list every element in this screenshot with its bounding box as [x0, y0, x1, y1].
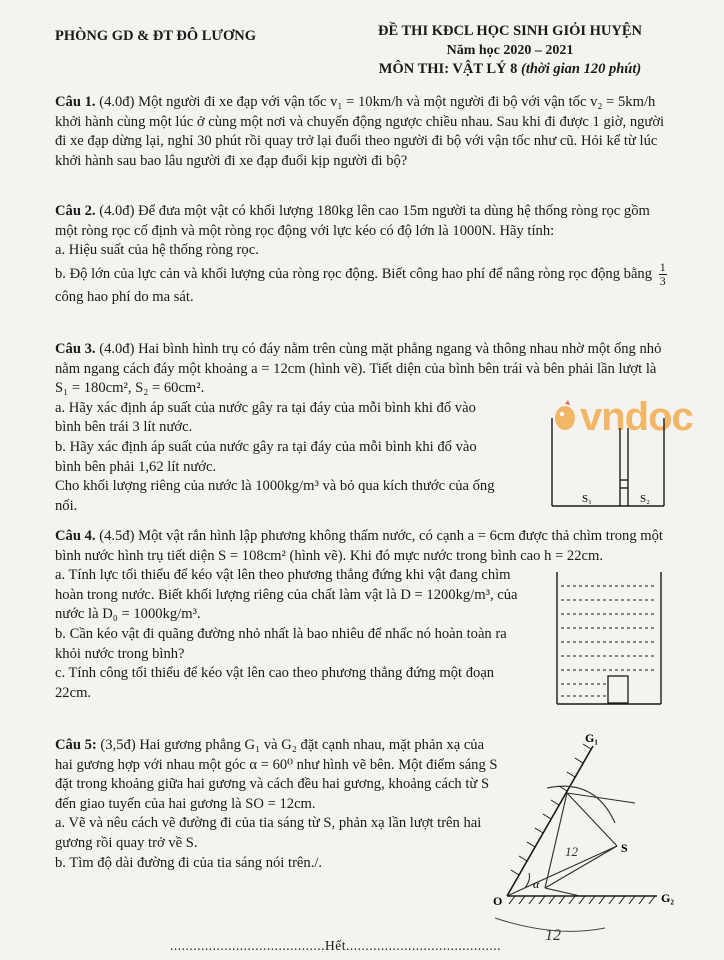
question-text: Hai bình hình trụ có đáy nằm trên cùng mặt phẳng ngang và thông nhau nhờ một ống nhỏ nằm ngang cách đáy một khoảng a = 12cm (hình vẽ). Tiết diện của bình bên trái và bên phải lần lượt là S₁ = 180cm², S₂ = 60cm². [55, 341, 662, 397]
given-note: Cho khối lượng riêng của nước là 1000kg/m³ và bỏ qua kích thước của ống nối. [55, 478, 495, 514]
label-alpha: α [533, 877, 540, 891]
question-label: Câu 3. [55, 341, 96, 357]
subject: MÔN THI: VẬT LÝ 8 [378, 61, 518, 77]
part-c: c. Tính công tối thiểu để kéo vật lên cao theo phương thẳng đứng một đoạn 22cm. [55, 665, 495, 701]
fraction-denominator: 3 [659, 273, 666, 288]
exam-header [330, 22, 690, 79]
communicating-vessels-figure [548, 418, 668, 510]
question-points: (4.0đ) [99, 341, 135, 357]
fraction [659, 261, 667, 288]
part-a: a. Hiệu suất của hệ thống ròng rọc. [55, 242, 259, 259]
part-b-text: b. Độ lớn của lực cản và khối lượng của ròng rọc động. Biết công hao phí để nâng ròng rọc động bằng [55, 265, 653, 282]
cube-shape [608, 676, 628, 703]
exam-title: ĐỀ THI KĐCL HỌC SINH GIỎI HUYỆN [377, 23, 642, 39]
part-b: b. Cần kéo vật đi quãng đường nhỏ nhất là bao nhiêu để nhấc nó hoàn toàn ra khỏi nước trong bình? [55, 625, 507, 662]
part-a: a. Tính lực tối thiểu để kéo vật lên theo phương thẳng đứng khi vật đang chìm hoàn trong nước. Biết khối lượng riêng của chất làm vật là D = 1200kg/m³, của nước là D₀ = 1000kg/m³. [55, 567, 518, 623]
question-label: Câu 1. [55, 94, 96, 110]
fraction-numerator: 1 [659, 259, 666, 274]
question-1 [55, 93, 670, 171]
subject-line [330, 60, 690, 79]
part-b-text-end: công hao phí do ma sát. [55, 288, 194, 305]
part-a: a. Vẽ và nêu cách vẽ đường đi của tia sáng từ S, phản xạ lần lượt trên hai gương rồi quay trở về S. [55, 815, 482, 851]
label-g1: G₁ [585, 731, 598, 745]
part-b: b. Tìm độ dài đường đi của tia sáng nói trên./. [55, 854, 323, 871]
label-s: S [621, 841, 628, 855]
question-points: (3,5đ) [100, 737, 136, 753]
question-text: Một vật rắn hình lập phương không thấm nước, có cạnh a = 6cm được thả chìm trong một bình nước hình trụ tiết diện S = 108cm² (hình vẽ). Khi đó mực nước trong bình cao h = 22cm. [55, 528, 663, 564]
question-points: (4.0đ) [99, 94, 135, 110]
question-text: Hai gương phẳng G₁ và G₂ đặt cạnh nhau, mặt phản xạ của hai gương hợp với nhau một góc α = 60⁰ như hình vẽ bên. Một điểm sáng S đặt trong khoảng giữa hai gương và cách đều hai gương, khoảng cách từ S đến giao tuyến của hai gương là SO = 12cm. [55, 737, 498, 812]
end-marker: ........................................Hết........................................ [170, 938, 501, 953]
question-points: (4.0đ) [99, 203, 135, 219]
label-g2: G₂ [661, 891, 674, 905]
question-points: (4.5đ) [99, 528, 135, 544]
two-mirrors-figure [485, 728, 705, 953]
label-s1: S₁ [582, 493, 592, 505]
department-name: PHÒNG GD & ĐT ĐÔ LƯƠNG [55, 28, 256, 44]
question-label: Câu 2. [55, 203, 96, 219]
question-text: Một người đi xe đạp với vận tốc v₁ = 10km/h và một người đi bộ với vận tốc v₂ = 5km/h khởi hành cùng một lúc ở cùng một nơi và chuyển động ngược chiều nhau. Sau khi đi được 1 giờ, người đi xe đạp dừng lại, nghỉ 30 phút rồi quay trở lại đuổi theo người đi bộ với vận tốc như cũ. Hỏi kể từ lúc khởi hành sau bao lâu người đi xe đạp đuổi kịp người đi bộ? [55, 94, 665, 169]
handwritten-note: 12 [565, 844, 578, 859]
question-label: Câu 5: [55, 737, 97, 753]
watermark-text: vndoc [580, 395, 693, 439]
label-s2: S₂ [640, 493, 650, 505]
part-a: a. Hãy xác định áp suất của nước gây ra tại đáy của mỗi bình khi đổ vào bình bên trái 3 lít nước. [55, 399, 476, 436]
question-label: Câu 4. [55, 528, 96, 544]
part-b [55, 261, 670, 308]
question-text: Để đưa một vật có khối lượng 180kg lên cao 15m người ta dùng hệ thống ròng rọc gồm một ròng rọc cố định và một ròng rọc động với lực kéo có độ lớn là 1000N. Hãy tính: [55, 203, 650, 239]
handwritten-note-bottom: 12 [545, 927, 561, 944]
exam-time: (thời gian 120 phút) [521, 61, 642, 77]
label-o: O [493, 894, 503, 908]
question-2 [55, 202, 670, 307]
part-b: b. Hãy xác định áp suất của nước gây ra tại đáy của mỗi bình khi đổ vào bình bên phải 1,62 lít nước. [55, 438, 477, 475]
school-year: Năm học 2020 – 2021 [446, 43, 574, 58]
cylinder-cube-figure [555, 572, 665, 712]
